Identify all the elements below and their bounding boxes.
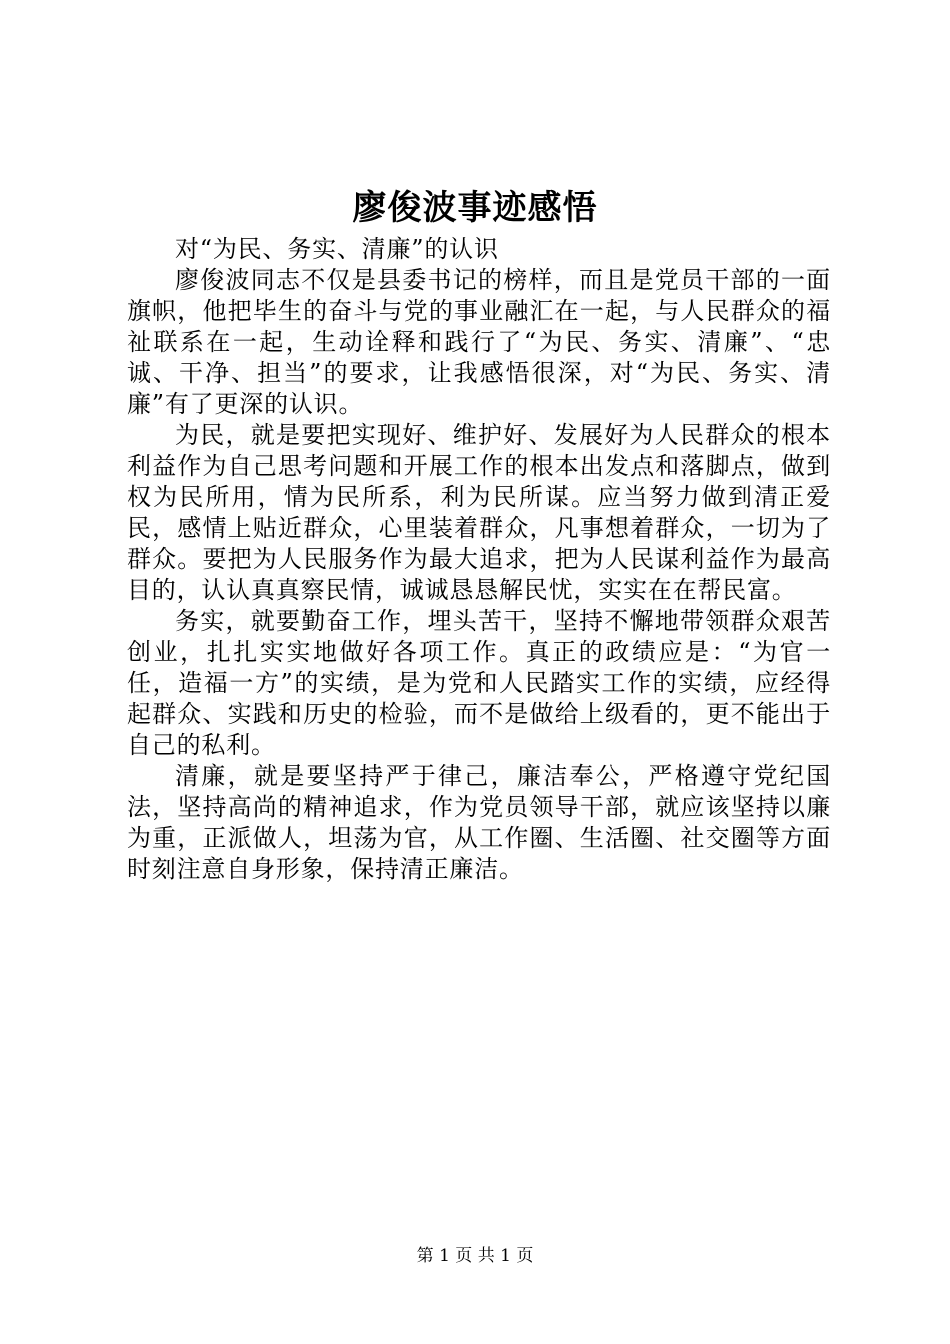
document-body <box>127 234 831 885</box>
paragraph-intro: 廖俊波同志不仅是县委书记的榜样，而且是党员干部的一面旗帜，他把毕生的奋斗与党的事业融汇在一起，与人民群众的福祉联系在一起，生动诠释和践行了“为民、务实、清廉”、“忠诚、干净、担当”的要求，让我感悟很深，对“为民、务实、清廉”有了更深的认识。 <box>127 266 831 418</box>
paragraph-heading: 对“为民、务实、清廉”的认识 <box>175 235 499 263</box>
document-title: 廖俊波事迹感悟 <box>352 188 598 228</box>
paragraph-integrity: 清廉，就是要坚持严于律己，廉洁奉公，严格遵守党纪国法，坚持高尚的精神追求，作为党员领导干部，就应该坚持以廉为重，正派做人，坦荡为官，从工作圈、生活圈、社交圈等方面时刻注意自身形象，保持清正廉洁。 <box>127 762 831 883</box>
paragraph-for-people: 为民，就是要把实现好、维护好、发展好为人民群众的根本利益作为自己思考问题和开展工作的根本出发点和落脚点，做到权为民所用，情为民所系，利为民所谋。应当努力做到清正爱民，感情上贴近群众，心里装着群众，凡事想着群众，一切为了群众。要把为人民服务作为最大追求，把为人民谋利益作为最高目的，认认真真察民情，诚诚恳恳解民忧，实实在在帮民富。 <box>127 421 831 604</box>
page-footer: 第 1 页 共 1 页 <box>416 1246 534 1266</box>
paragraph-pragmatic: 务实，就要勤奋工作，埋头苦干，坚持不懈地带领群众艰苦创业，扎扎实实地做好各项工作。真正的政绩应是：“为官一任，造福一方”的实绩，是为党和人民踏实工作的实绩，应经得起群众、实践和历史的检验，而不是做给上级看的，更不能出于自己的私利。 <box>127 607 831 759</box>
